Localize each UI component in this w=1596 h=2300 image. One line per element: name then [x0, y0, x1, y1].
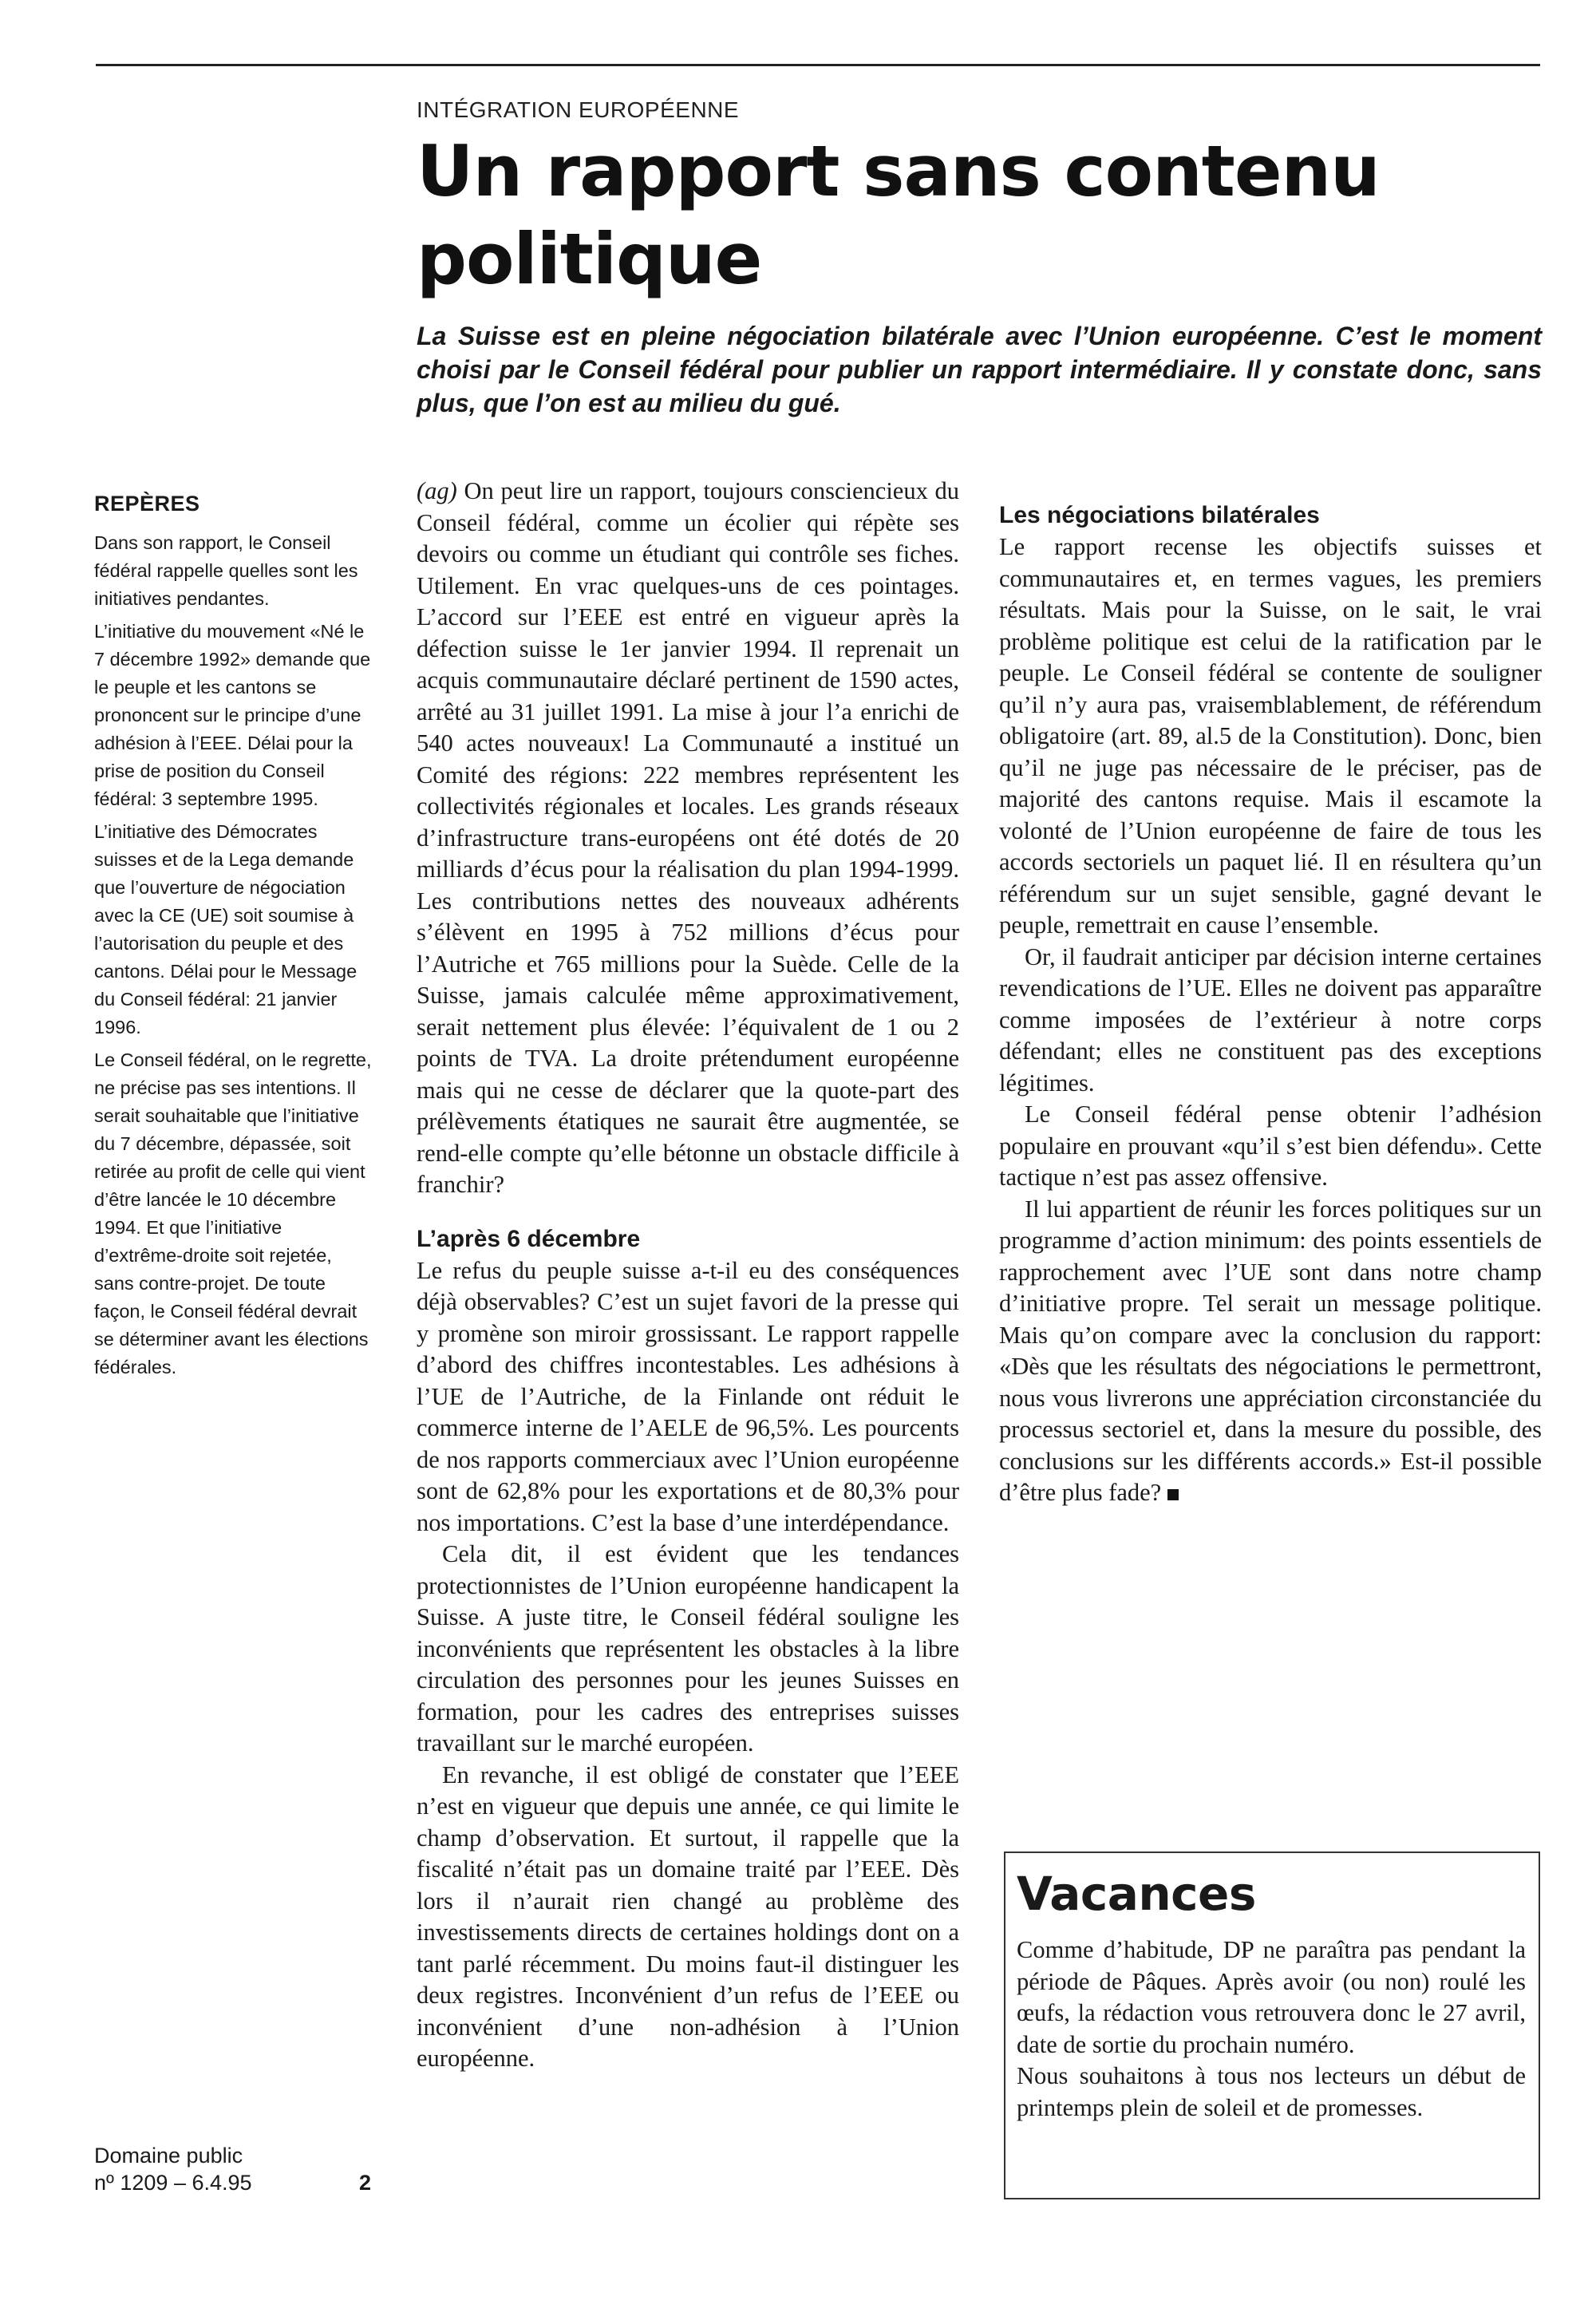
article-paragraph: Le Conseil fédéral pense obtenir l’adhésion populaire en prouvant «qu’il s’est bien défendu». Cette tactique n’est pas assez offensive.	[999, 1101, 1542, 1191]
publication-name: Domaine public	[94, 2144, 243, 2168]
sidebar-paragraph: Dans son rapport, le Conseil fédéral rappelle quelles sont les initiatives pendantes.	[94, 532, 358, 609]
article-lead: La Suisse est en pleine négociation bilatérale avec l’Union européenne. C’est le moment choisi par le Conseil fédéral pour publier un rapport intermédiaire. Il y constate donc, sans plus, que l’on est au milieu du gué.	[417, 322, 1542, 417]
box-paragraph: Comme d’habitude, DP ne paraîtra pas pendant la période de Pâques. Après avoir (ou non) roulé les œufs, la rédaction vous retrouvera donc le 27 avril, date de sortie du prochain numéro.	[1017, 1936, 1526, 2058]
end-of-article-mark	[1167, 1489, 1179, 1500]
article-title: Un rapport sans contenu politique	[417, 130, 1380, 300]
article-paragraph	[417, 476, 959, 1201]
page-footer	[94, 2142, 381, 2196]
article-paragraph-text: Il lui appartient de réunir les forces politiques sur un programme d’action minimum: des points essentiels de rapprochement avec l’UE sont dans notre champ d’initiative propre. Tel serait un message politique. Mais qu’on compare avec la conclusion du rapport: «Dès que les résultats des négociations le permettront, nous vous livrerons une appréciation circonstanciée du processus sectoriel et, dans la mesure du possible, des conclusions sur les différents accords.» Est-il possible d’être plus fade?	[999, 1195, 1542, 1506]
sidebar-reperes	[94, 490, 372, 1386]
box-paragraph: Nous souhaitons à tous nos lecteurs un début de printemps plein de soleil et de promesses.	[1017, 2062, 1526, 2121]
section-heading: Les négociations bilatérales	[999, 502, 1320, 528]
top-rule	[96, 64, 1540, 66]
rubric: INTÉGRATION EUROPÉENNE	[417, 97, 740, 122]
sidebar-paragraph: L’initiative du mouvement «Né le 7 décembre 1992» demande que le peuple et les cantons se prononcent sur le principe d’une adhésion à l’EEE. Délai pour la prise de position du Conseil fédéral: 3 septembre 1995.	[94, 621, 371, 809]
article-paragraph-text: On peut lire un rapport, toujours consciencieux du Conseil fédéral, comme un écolier qui répète ses devoirs ou comme un étudiant qui contrôle ses fiches. Utilement. En vrac quelques-uns de ces pointages. L’accord sur l’EEE est entré en vigueur après la défection suisse le 1er janvier 1994. Il reprenait un acquis communautaire déclaré pertinent de 1590 actes, arrêté au 31 juillet 1991. La mise à jour l’a enrichi de 540 actes nouveaux! La Communauté a institué un Comité des régions: 222 membres représentent les collectivités régionales et locales. Les grands réseaux d’infrastructure trans-européens ont été dotés de 20 milliards d’écus pour la réalisation du plan 1994-1999. Les contributions nettes des nouveaux adhérents s’élèvent en 1995 à 752 millions d’écus pour l’Autriche et 765 millions pour la Suède. Celle de la Suisse, jamais calculée même approximativement, serait nettement plus élevée: l’équivalent de 1 ou 2 points de TVA. La droite prétendument européenne mais qui ne cesse de déclarer que la quote-part des prélèvements étatiques ne saurait être augmentée, se rend-elle compte qu’elle bétonne un obstacle difficile à franchir?	[417, 477, 960, 1198]
article-column-1	[417, 476, 959, 2075]
article-paragraph: Le refus du peuple suisse a-t-il eu des conséquences déjà observables? C’est un sujet favori de la presse qui y promène son miroir grossissant. Le rapport rappelle d’abord des chiffres incontestables. Les adhésions à l’UE de l’Autriche, de la Finlande ont réduit le commerce interne de l’AELE de 96,5%. Les pourcents de nos rapports commerciaux avec l’Union européenne sont de 62,8% pour les exportations et de 80,3% pour nos importations. C’est la base d’une interdépendance.	[417, 1256, 959, 1536]
article-paragraph: Le rapport recense les objectifs suisses et communautaires et, en termes vagues, les premiers résultats. Mais pour la Suisse, on le sait, le vrai problème politique est celui de la ratification par le peuple. Le Conseil fédéral se contente de souligner qu’il n’y aura pas, vraisemblablement, de référendum obligatoire (art. 89, al.5 de la Constitution). Donc, bien qu’il ne juge pas nécessaire de le préciser, pas de majorité des cantons requise. Mais il escamote la volonté de l’Union européenne de faire de tous les accords sectoriels un paquet lié. Il en résultera qu’un référendum sur un sujet sensible, gagné devant le peuple, remettrait en cause l’ensemble.	[999, 533, 1542, 939]
page-number: 2	[359, 2171, 372, 2195]
article-paragraph	[999, 1194, 1542, 1509]
article-paragraph: Or, il faudrait anticiper par décision interne certaines revendications de l’UE. Elles ne doivent pas apparaître comme imposées de l’extérieur à notre corps défendant; elles ne constituent pas des exceptions légitimes.	[999, 943, 1542, 1097]
article-column-2	[999, 476, 1542, 1509]
box-title: Vacances	[1017, 1867, 1256, 1921]
article-paragraph: En revanche, il est obligé de constater que l’EEE n’est en vigueur que depuis une année, ce qui limite le champ d’observation. Et surtout, il rappelle que la fiscalité n’était pas un domaine traité par l’EEE. Dès lors il n’aurait rien changé au problème des investissements directs de certaines holdings dont on a tant parlé récemment. Du moins faut-il distinguer les deux registres. Inconvénient d’un refus de l’EEE ou inconvénient d’une non-adhésion à l’Union européenne.	[417, 1761, 959, 2072]
vacances-box	[1004, 1851, 1540, 2199]
sidebar-title: REPÈRES	[94, 492, 200, 516]
sidebar-paragraph: Le Conseil fédéral, on le regrette, ne précise pas ses intentions. Il serait souhaitable que l’initiative du 7 décembre, dépassée, soit retirée au profit de celle qui vient d’être lancée le 10 décembre 1994. Et que l’initiative d’extrême-droite soit rejetée, sans contre-projet. De toute façon, le Conseil fédéral devrait se déterminer avant les élections fédérales.	[94, 1049, 372, 1377]
issue-info: nº 1209 – 6.4.95	[94, 2171, 252, 2195]
article-paragraph: Cela dit, il est évident que les tendances protectionnistes de l’Union européenne handicapent la Suisse. A juste titre, le Conseil fédéral souligne les inconvénients que représentent les obstacles à la libre circulation des personnes pour les jeunes Suisses en formation, pour les cadres des entreprises suisses travaillant sur le marché européen.	[417, 1540, 959, 1757]
author-sigle: (ag)	[417, 477, 457, 504]
section-heading: L’après 6 décembre	[417, 1225, 641, 1252]
sidebar-paragraph: L’initiative des Démocrates suisses et de la Lega demande que l’ouverture de négociation avec la CE (UE) soit soumise à l’autorisation du peuple et des cantons. Délai pour le Message du Conseil fédéral: 21 janvier 1996.	[94, 821, 358, 1037]
